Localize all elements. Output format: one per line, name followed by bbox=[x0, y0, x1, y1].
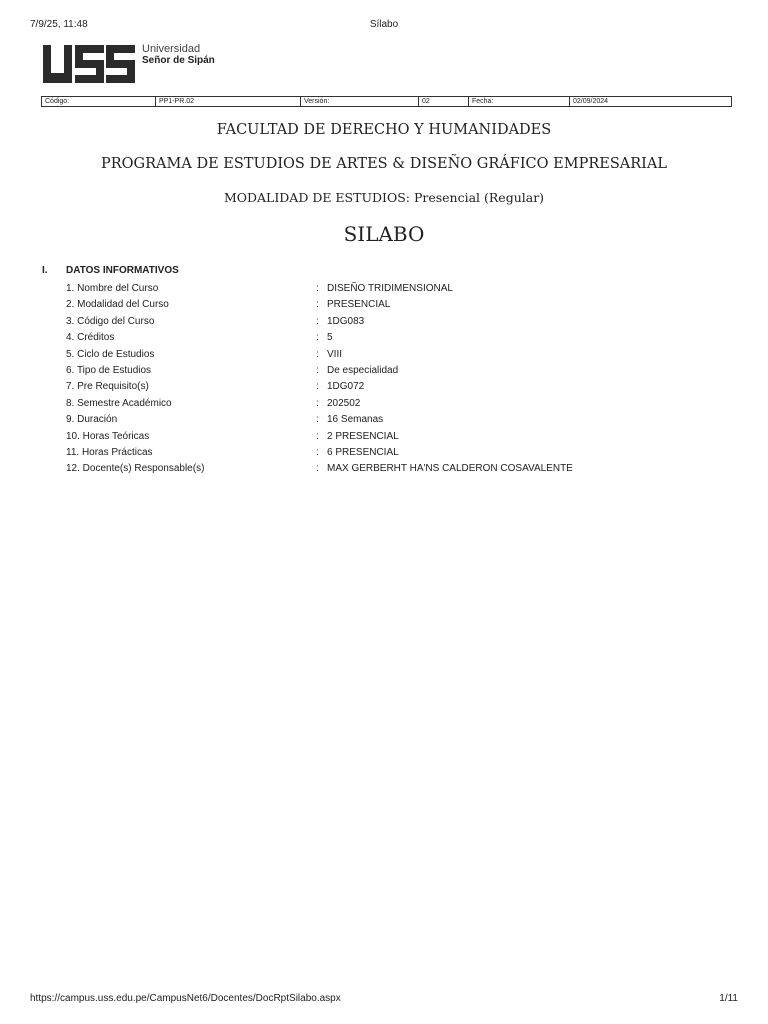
list-item bbox=[66, 330, 666, 346]
info-separator: : bbox=[316, 463, 319, 475]
uss-logo bbox=[41, 43, 221, 85]
info-label: 7. Pre Requisito(s) bbox=[66, 381, 149, 393]
faculty-title: FACULTAD DE DERECHO Y HUMANIDADES bbox=[216, 122, 552, 138]
info-value: De especialidad bbox=[327, 364, 399, 376]
info-label: 9. Duración bbox=[66, 414, 118, 426]
modality-title: MODALIDAD DE ESTUDIOS: Presencial (Regular) bbox=[223, 190, 545, 205]
list-item bbox=[66, 461, 666, 477]
info-label: 8. Semestre Académico bbox=[66, 397, 172, 409]
list-item bbox=[66, 412, 666, 428]
page-number: 1/11 bbox=[719, 993, 738, 1004]
logo-university-label: Universidad bbox=[142, 43, 201, 55]
list-item bbox=[66, 281, 666, 297]
section-title: DATOS INFORMATIVOS bbox=[66, 265, 179, 276]
list-item bbox=[66, 314, 666, 330]
print-title: Sílabo bbox=[369, 19, 399, 30]
info-separator: : bbox=[316, 397, 319, 409]
info-list bbox=[66, 281, 666, 478]
print-footer bbox=[30, 993, 738, 1007]
info-label: 11. Horas Prácticas bbox=[66, 446, 153, 458]
list-item bbox=[66, 347, 666, 363]
codigo-value: PP1-PR.02 bbox=[156, 97, 301, 107]
info-label: 4. Créditos bbox=[66, 332, 115, 344]
info-value: 5 bbox=[327, 332, 333, 344]
info-value: 6 PRESENCIAL bbox=[327, 446, 399, 458]
info-separator: : bbox=[316, 430, 319, 442]
info-separator: : bbox=[316, 283, 319, 294]
print-datetime: 7/9/25, 11:48 bbox=[30, 19, 88, 30]
document-title: SILABO bbox=[343, 222, 425, 246]
info-separator: : bbox=[316, 414, 319, 426]
document-code-table bbox=[41, 96, 732, 107]
list-item bbox=[66, 379, 666, 395]
info-label: 1. Nombre del Curso bbox=[66, 283, 159, 294]
info-value: 2 PRESENCIAL bbox=[327, 430, 399, 442]
list-item bbox=[66, 396, 666, 412]
info-label: 3. Código del Curso bbox=[66, 315, 155, 327]
fecha-label: Fecha: bbox=[469, 97, 570, 107]
info-value: 1DG072 bbox=[327, 381, 365, 393]
info-separator: : bbox=[316, 348, 319, 360]
info-label: 12. Docente(s) Responsable(s) bbox=[66, 463, 205, 475]
version-value: 02 bbox=[419, 97, 469, 107]
list-item bbox=[66, 429, 666, 445]
list-item bbox=[66, 297, 666, 313]
logo-university-name: Señor de Sipán bbox=[142, 55, 215, 66]
section-number: I. bbox=[42, 265, 48, 276]
page-url-link[interactable]: https://campus.uss.edu.pe/CampusNet6/Docentes/DocRptSilabo.aspx bbox=[30, 993, 341, 1004]
program-title: PROGRAMA DE ESTUDIOS DE ARTES & DISEÑO GRÁFICO EMPRESARIAL bbox=[101, 156, 667, 172]
info-separator: : bbox=[316, 381, 319, 393]
info-value: 1DG083 bbox=[327, 315, 365, 327]
info-value: PRESENCIAL bbox=[327, 299, 391, 311]
info-label: 5. Ciclo de Estudios bbox=[66, 348, 155, 360]
info-value: DISEÑO TRIDIMENSIONAL bbox=[327, 283, 453, 294]
info-separator: : bbox=[316, 315, 319, 327]
info-separator: : bbox=[316, 446, 319, 458]
info-value: VIII bbox=[327, 348, 343, 360]
info-separator: : bbox=[316, 332, 319, 344]
info-separator: : bbox=[316, 299, 319, 311]
codigo-label: Código: bbox=[42, 97, 156, 107]
list-item bbox=[66, 445, 666, 461]
info-label: 10. Horas Teóricas bbox=[66, 430, 150, 442]
uss-logo-mark bbox=[41, 43, 137, 85]
info-label: 6. Tipo de Estudios bbox=[66, 364, 152, 376]
info-value: 16 Semanas bbox=[327, 414, 384, 426]
list-item bbox=[66, 363, 666, 379]
info-value: 202502 bbox=[327, 397, 361, 409]
info-separator: : bbox=[316, 364, 319, 376]
fecha-value: 02/09/2024 bbox=[570, 97, 732, 107]
version-label: Versión: bbox=[301, 97, 419, 107]
print-header bbox=[30, 19, 738, 33]
info-value: MAX GERBERHT HA'NS CALDERON COSAVALENTE bbox=[327, 463, 573, 475]
info-label: 2. Modalidad del Curso bbox=[66, 299, 169, 311]
